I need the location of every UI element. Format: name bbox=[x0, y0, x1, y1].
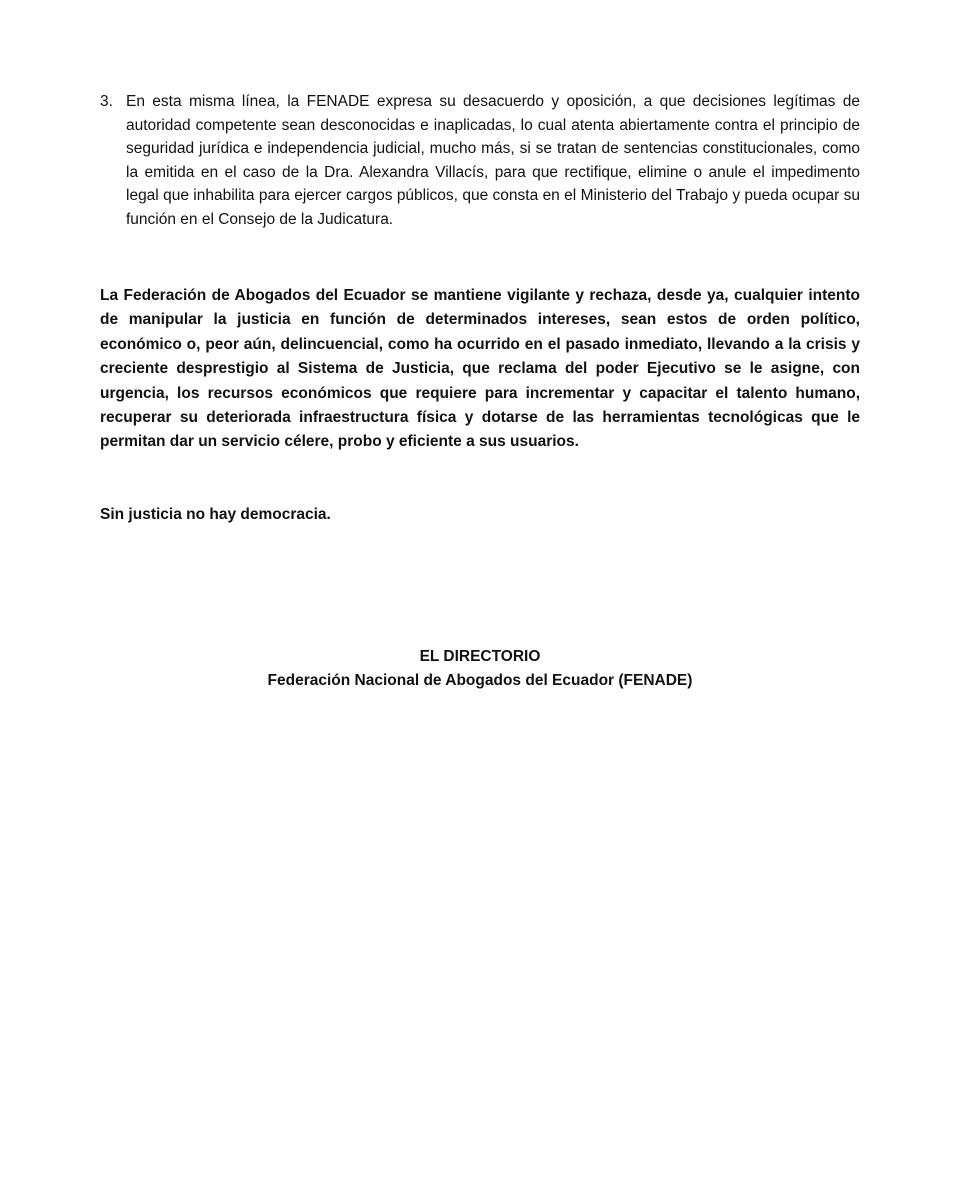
item-number: 3. bbox=[100, 93, 113, 110]
statement-paragraph: La Federación de Abogados del Ecuador se mantiene vigilante y rechaza, desde ya, cualquier intento de manipular la justicia en función de determinados intereses, sean estos de orden político, económico o, peor aún, delincuencial, como ha ocurrido en el pasado inmediato, llevando a la crisis y creciente desprestigio al Sistema de Justicia, que reclama del poder Ejecutivo se le asigne, con urgencia, los recursos económicos que requiere para incrementar y capacitar el talento humano, recuperar su deteriorada infraestructura física y dotarse de las herramientas tecnológicas que le permitan dar un servicio célere, probo y eficiente a sus usuarios. bbox=[100, 287, 860, 451]
signature-organization: Federación Nacional de Abogados del Ecuador (FENADE) bbox=[267, 672, 693, 689]
signature-title: EL DIRECTORIO bbox=[419, 648, 541, 665]
closing-slogan: Sin justicia no hay democracia. bbox=[100, 506, 331, 523]
item-text: En esta misma línea, la FENADE expresa su desacuerdo y oposición, a que decisiones legítimas de autoridad competente sean desconocidas e inaplicadas, lo cual atenta abiertamente contra el principio de seguridad jurídica e independencia judicial, mucho más, si se tratan de sentencias constitucionales, como la emitida en el caso de la Dra. Alexandra Villacís, para que rectifique, elimine o anule el impedimento legal que inhabilita para ejercer cargos públicos, que consta en el Ministerio del Trabajo y pueda ocupar su función en el Consejo de la Judicatura. bbox=[126, 93, 860, 228]
signature-block bbox=[180, 645, 780, 693]
numbered-paragraph-3 bbox=[100, 90, 860, 231]
